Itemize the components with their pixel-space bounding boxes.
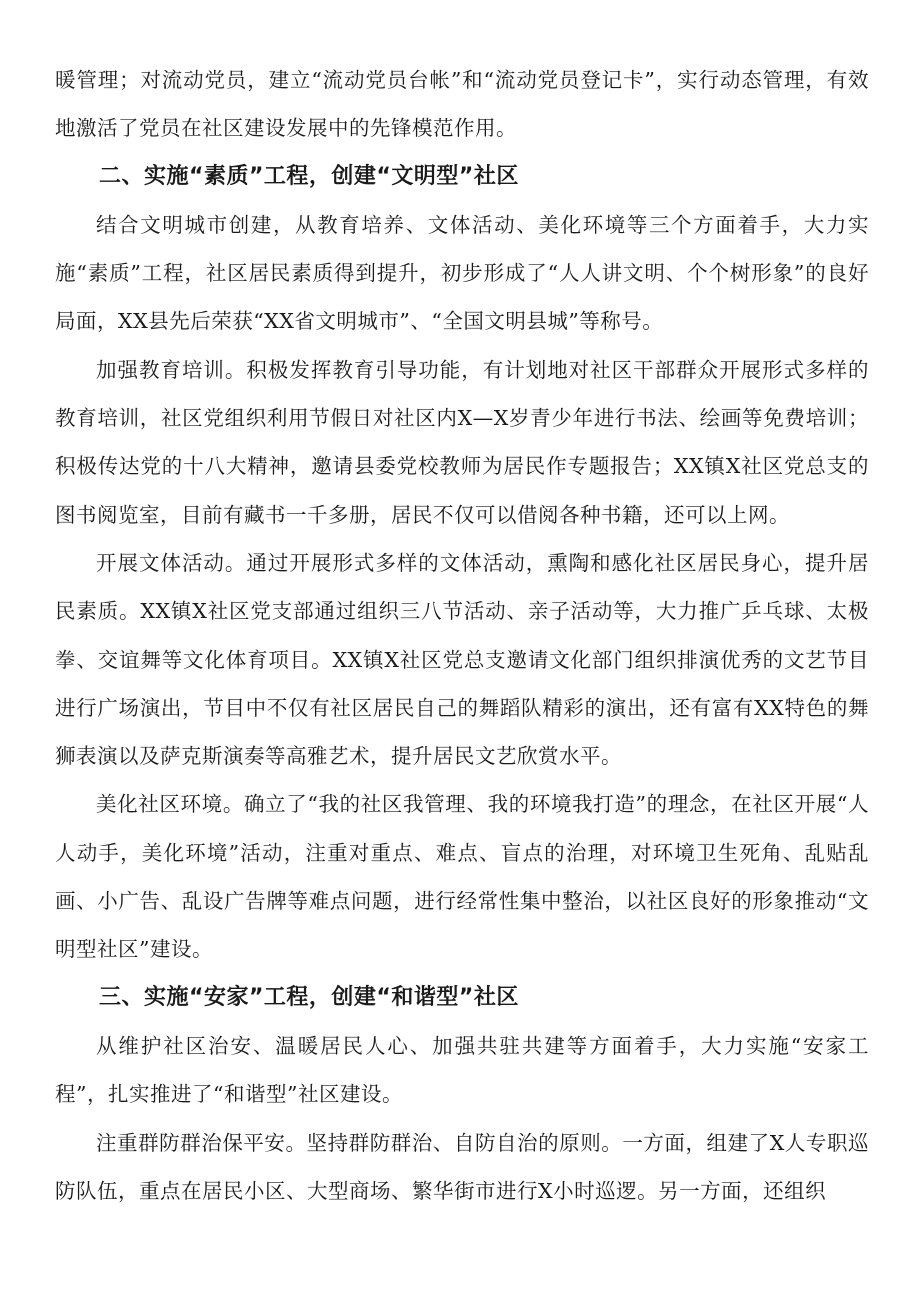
section-heading-2: 二、实施“素质”工程，创建“文明型”社区	[99, 163, 519, 189]
paragraph-section3-intro: 从维护社区治安、温暖居民人心、加强共驻共建等方面着手，大力实施“安家工程”，扎实推进了“和谐型”社区建设。	[55, 1033, 869, 1107]
paragraph-continuation: 暖管理；对流动党员，建立“流动党员台帐”和“流动党员登记卡”，实行动态管理，有效地激活了党员在社区建设发展中的先锋模范作用。	[55, 68, 869, 141]
paragraph-public-security: 注重群防群治保平安。坚持群防群治、自防自治的原则。一方面，组建了X人专职巡防队伍，重点在居民小区、大型商场、繁华街市进行X小时巡逻。另一方面，还组织	[55, 1130, 869, 1203]
paragraph-beautify-environment: 美化社区环境。确立了“我的社区我管理、我的环境我打造”的理念，在社区开展“人人动手，美化环境”活动，注重对重点、难点、盲点的治理，对环境卫生死角、乱贴乱画、小广告、乱设广告牌等难点问题，进行经常性集中整治，以社区良好的形象推动“文明型社区”建设。	[55, 792, 869, 962]
paragraph-section2-intro: 结合文明城市创建，从教育培养、文体活动、美化环境等三个方面着手，大力实施“素质”工程，社区居民素质得到提升，初步形成了“人人讲文明、个个树形象”的良好局面，XX县先后荣获“XX省文明城市”、“全国文明县城”等称号。	[55, 212, 869, 334]
paragraph-education-training: 加强教育培训。积极发挥教育引导功能，有计划地对社区干部群众开展形式多样的教育培训，社区党组织利用节假日对社区内X—X岁青少年进行书法、绘画等免费培训；积极传达党的十八大精神，邀请县委党校教师为居民作专题报告；XX镇X社区党总支的图书阅览室，目前有藏书一千多册，居民不仅可以借阅各种书籍，还可以上网。	[55, 357, 869, 527]
paragraph-cultural-activities: 开展文体活动。通过开展形式多样的文体活动，熏陶和感化社区居民身心，提升居民素质。XX镇X社区党支部通过组织三八节活动、亲子活动等，大力推广乒乓球、太极拳、交谊舞等文化体育项目。XX镇X社区党总支邀请文化部门组织排演优秀的文艺节目进行广场演出，节目中不仅有社区居民自己的舞蹈队精彩的演出，还有富有XX特色的舞狮表演以及萨克斯演奏等高雅艺术，提升居民文艺欣赏水平。	[55, 550, 869, 769]
document-page	[55, 56, 869, 1215]
section-heading-3: 三、实施“安家”工程，创建“和谐型”社区	[99, 984, 519, 1010]
